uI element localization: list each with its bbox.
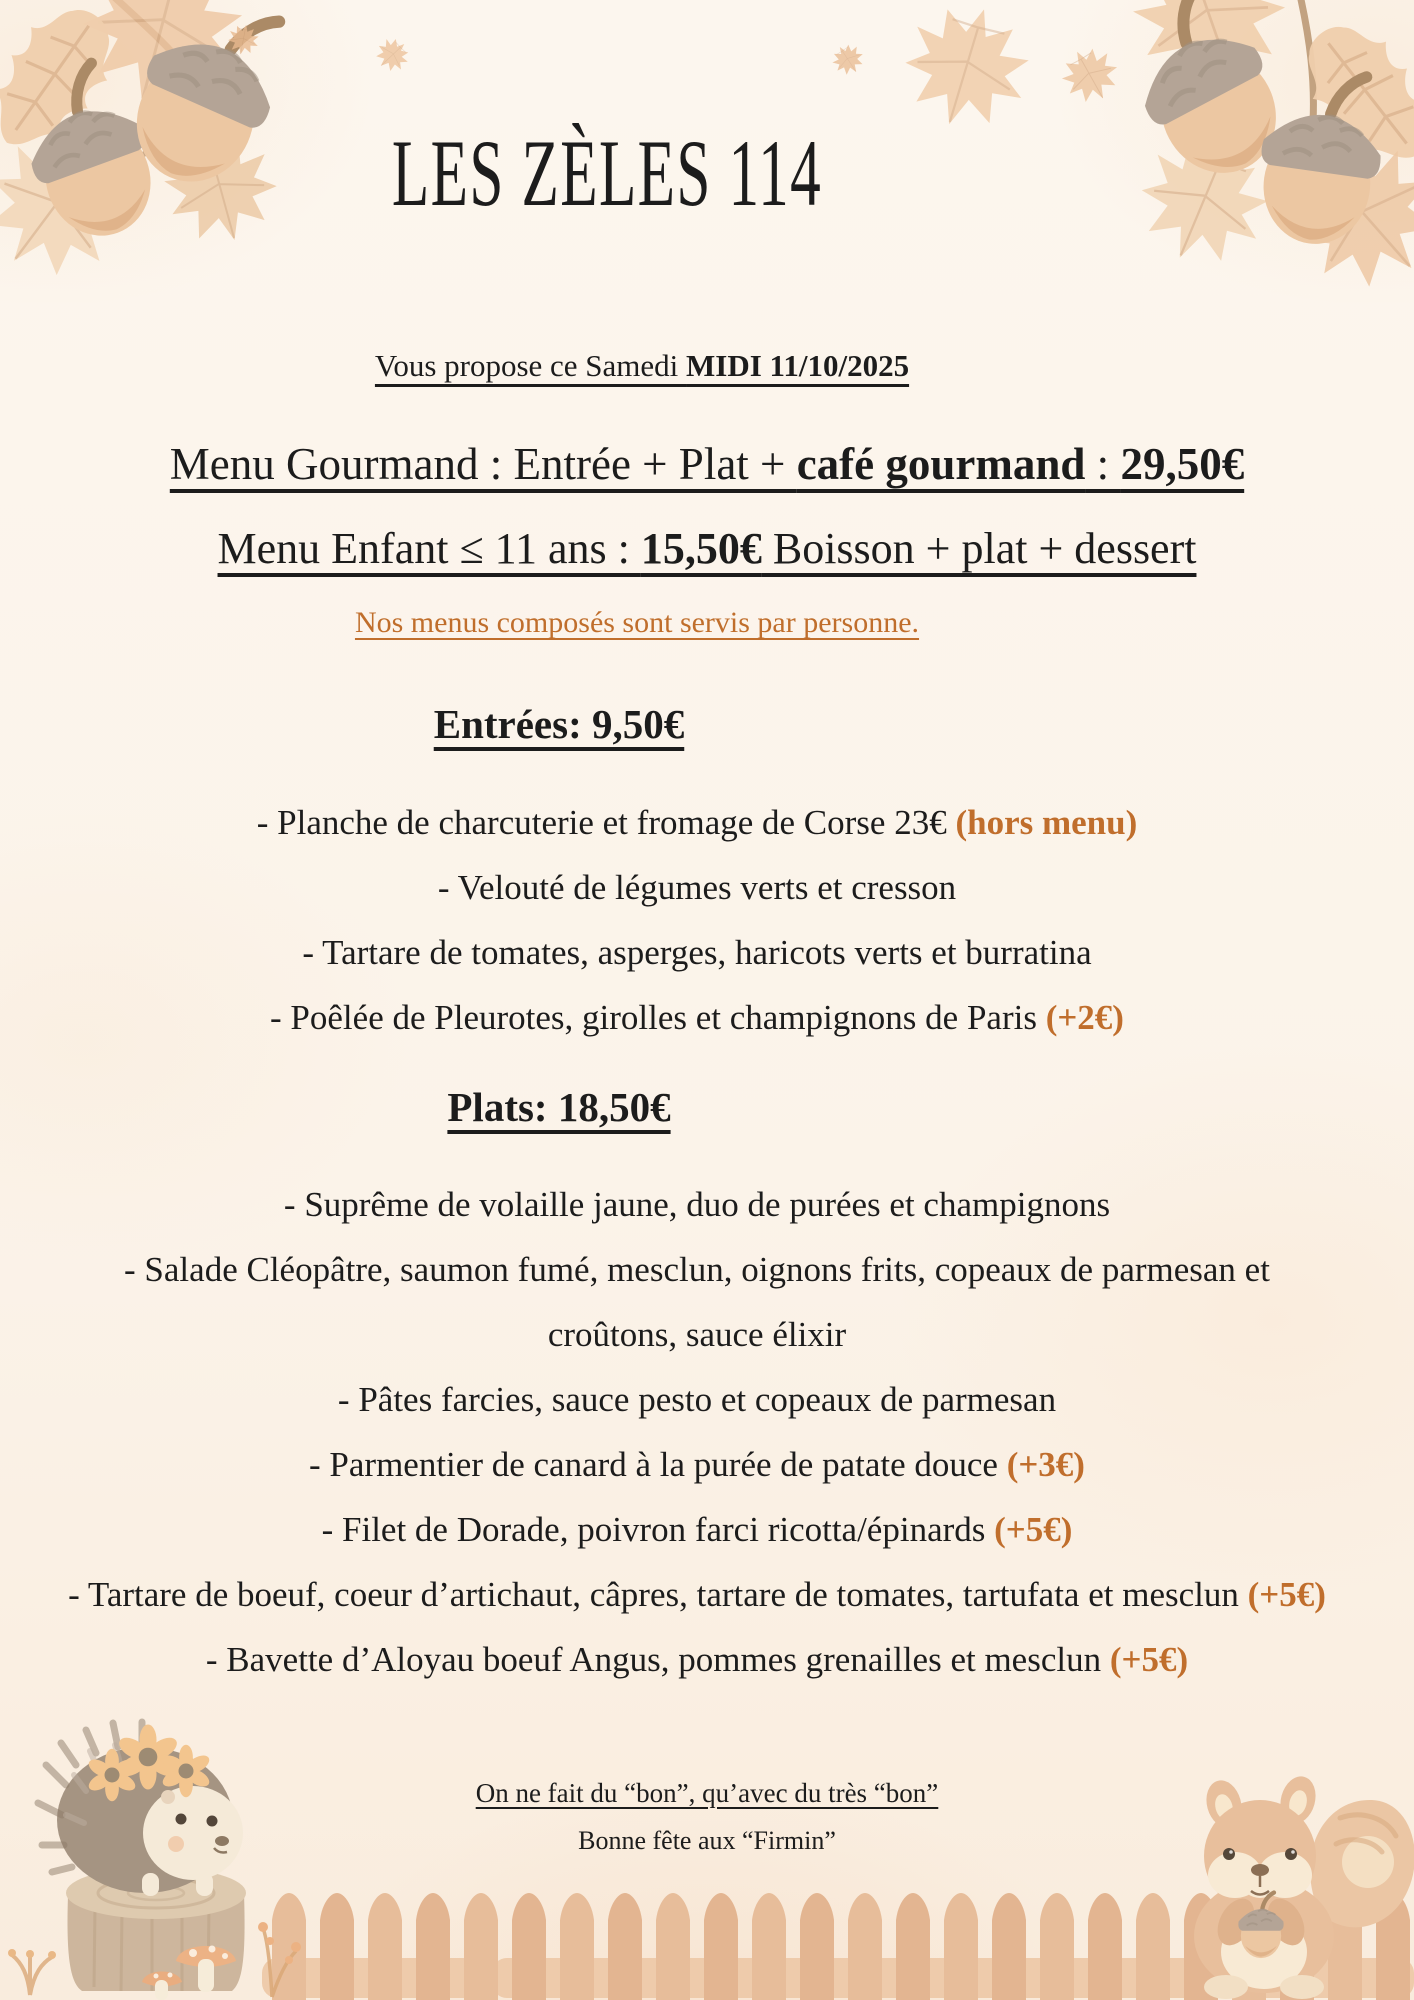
- menus-note: Nos menus composés sont servis par personne.: [354, 606, 920, 639]
- menu-item-text: - Filet de Dorade, poivron farci ricotta/épinards: [321, 1510, 995, 1549]
- plats-list: [57, 1172, 1337, 1692]
- footer-quote: On ne fait du “bon”, qu’avec du très “bon”: [475, 1778, 939, 1808]
- menu-item-supplement: (hors menu): [955, 803, 1138, 842]
- proposal-text: Vous propose ce Samedi: [374, 348, 687, 383]
- menu-item-text: - Suprême de volaille jaune, duo de purées et champignons: [283, 1185, 1111, 1224]
- menu-gourmand-line: [0, 438, 1414, 490]
- menu-item-text: - Pâtes farcies, sauce pesto et copeaux de parmesan: [337, 1380, 1057, 1419]
- menu-item-supplement: (+5€): [994, 1510, 1073, 1549]
- page-title: LES ZÈLES 114: [391, 121, 823, 226]
- menu-item-supplement: (+2€): [1045, 998, 1124, 1037]
- menu-item-text: - Salade Cléopâtre, saumon fumé, mesclun, oignons frits, copeaux de parmesan et croûtons, sauce élixir: [124, 1250, 1270, 1354]
- menu-item-supplement: (+5€): [1109, 1640, 1189, 1679]
- menu-item-supplement: (+3€): [1006, 1445, 1085, 1484]
- menu-item: [57, 1497, 1337, 1562]
- menu-item: [57, 920, 1337, 985]
- picket-fence-icon: [0, 1880, 1414, 2000]
- menu-enfant-price: 15,50€: [640, 524, 762, 573]
- menu-enfant-line: [0, 523, 1414, 574]
- menu-item: [57, 1432, 1337, 1497]
- menu-item-text: - Velouté de légumes verts et cresson: [437, 868, 957, 907]
- menu-item-text: - Poêlée de Pleurotes, girolles et champignons de Paris: [270, 998, 1046, 1037]
- menu-item-supplement: (+5€): [1247, 1575, 1326, 1614]
- menu-item: [57, 1562, 1337, 1627]
- menu-item-text: - Bavette d’Aloyau boeuf Angus, pommes grenailles et mesclun: [205, 1640, 1110, 1679]
- menu-item-text: - Parmentier de canard à la purée de patate douce: [309, 1445, 1007, 1484]
- menu-item: [57, 790, 1337, 855]
- plats-heading: Plats: 18,50€: [447, 1084, 671, 1130]
- menu-item: [57, 985, 1337, 1050]
- menu-item-text: - Tartare de boeuf, coeur d’artichaut, câpres, tartare de tomates, tartufata et mesclun: [68, 1575, 1248, 1614]
- menu-item: [57, 1237, 1337, 1367]
- menu-gourmand-price: 29,50€: [1120, 439, 1245, 489]
- entrees-list: [57, 790, 1337, 1050]
- menu-item-text: - Tartare de tomates, asperges, haricots verts et burratina: [302, 933, 1092, 972]
- menu-item: [57, 855, 1337, 920]
- menu-gourmand-separator: :: [1085, 439, 1121, 489]
- entrees-heading: Entrées: 9,50€: [433, 701, 685, 747]
- menu-item: [57, 1172, 1337, 1237]
- footer-greeting: Bonne fête aux “Firmin”: [578, 1826, 836, 1855]
- menu-gourmand-text: Menu Gourmand : Entrée + Plat +: [169, 439, 797, 489]
- menu-gourmand-highlight: café gourmand: [796, 439, 1086, 489]
- menu-enfant-detail: Boisson + plat + dessert: [761, 524, 1197, 573]
- proposal-date: MIDI 11/10/2025: [686, 348, 910, 383]
- acorns-leaves-top-right-icon: [1114, 0, 1414, 310]
- menu-item: [57, 1627, 1337, 1692]
- proposal-line: [0, 348, 1349, 384]
- menu-item: [57, 1367, 1337, 1432]
- menu-enfant-text: Menu Enfant ≤ 11 ans :: [217, 524, 641, 573]
- menu-item-text: - Planche de charcuterie et fromage de Corse 23€: [256, 803, 956, 842]
